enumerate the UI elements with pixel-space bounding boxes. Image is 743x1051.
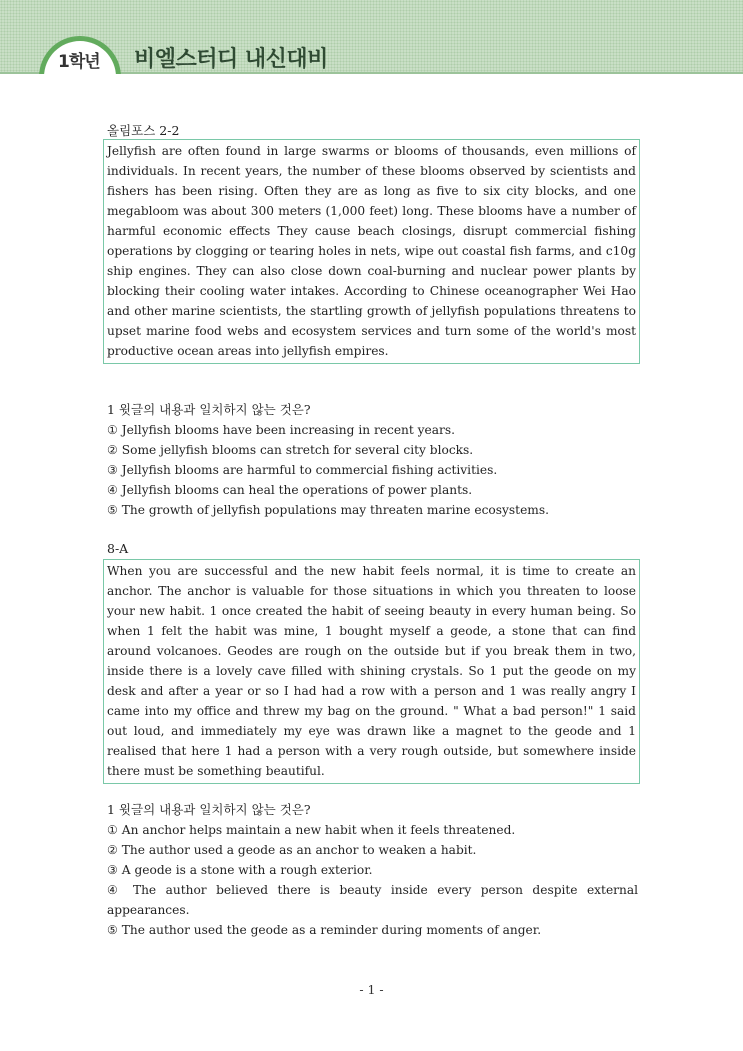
answer-option: ⑤ The author used the geode as a reminder during moments of anger. (107, 923, 542, 937)
answer-option: ④ The author believed there is beauty inside every person despite external appearances. (107, 883, 638, 917)
section-label: 올림포스 2-2 (107, 123, 180, 138)
answer-option: ① An anchor helps maintain a new habit when it feels threatened. (107, 823, 516, 837)
answer-option: ③ A geode is a stone with a rough exterior. (107, 863, 373, 877)
grade-label: 1학년 (58, 52, 100, 72)
question-title: 1 윗글의 내용과 일치하지 않는 것은? (107, 402, 311, 417)
reading-passage: When you are successful and the new habit feels normal, it is time to create an anchor. The anchor is valuable for those situations in which you threaten to loose your new habit. 1 once created the habit of seeing beauty in every human being. So when 1 felt the habit was mine, 1 bought myself a geode, a stone that can find around volcanoes. Geodes are rough on the outside but if you break them in two, inside there is a lovely cave filled with shining crystals. So 1 put the geode on my desk and after a year or so I had had a row with a person and 1 was really angry I came into my office and threw my bag on the ground. " What a bad person!" 1 said out loud, and immediately my eye was drawn like a magnet to the geode and 1 realised that here 1 had a person with a very rough outside, but somewhere inside there must be something beautiful. (103, 559, 640, 784)
section-label: 8-A (107, 541, 129, 556)
answer-option: ④ Jellyfish blooms can heal the operations of power plants. (107, 483, 473, 497)
answer-option: ① Jellyfish blooms have been increasing in recent years. (107, 423, 455, 437)
reading-passage: Jellyfish are often found in large swarms or blooms of thousands, even millions of individuals. In recent years, the number of these blooms observed by scientists and fishers has been rising. Often they are as long as five to six city blocks, and one megabloom was about 300 meters (1,000 feet) long. These blooms have a number of harmful economic effects They cause beach closings, disrupt commercial fishing operations by clogging or tearing holes in nets, wipe out coastal fish farms, and c10g ship engines. They can also close down coal-burning and nuclear power plants by blocking their cooling water intakes. According to Chinese oceanographer Wei Hao and other marine scientists, the startling growth of jellyfish populations threatens to upset marine food webs and ecosystem services and turn some of the world's most productive ocean areas into jellyfish empires. (103, 139, 640, 364)
answer-option: ③ Jellyfish blooms are harmful to commercial fishing activities. (107, 463, 498, 477)
answer-option: ② Some jellyfish blooms can stretch for several city blocks. (107, 443, 474, 457)
question-block (107, 400, 638, 520)
question-title: 1 윗글의 내용과 일치하지 않는 것은? (107, 802, 311, 817)
question-block (107, 800, 638, 940)
answer-option: ② The author used a geode as an anchor to weaken a habit. (107, 843, 477, 857)
page-number: - 1 - (359, 982, 384, 997)
grade-badge-mask (34, 74, 129, 124)
answer-option: ⑤ The growth of jellyfish populations may threaten marine ecosystems. (107, 503, 549, 517)
header-title: 비엘스터디 내신대비 (134, 47, 328, 72)
